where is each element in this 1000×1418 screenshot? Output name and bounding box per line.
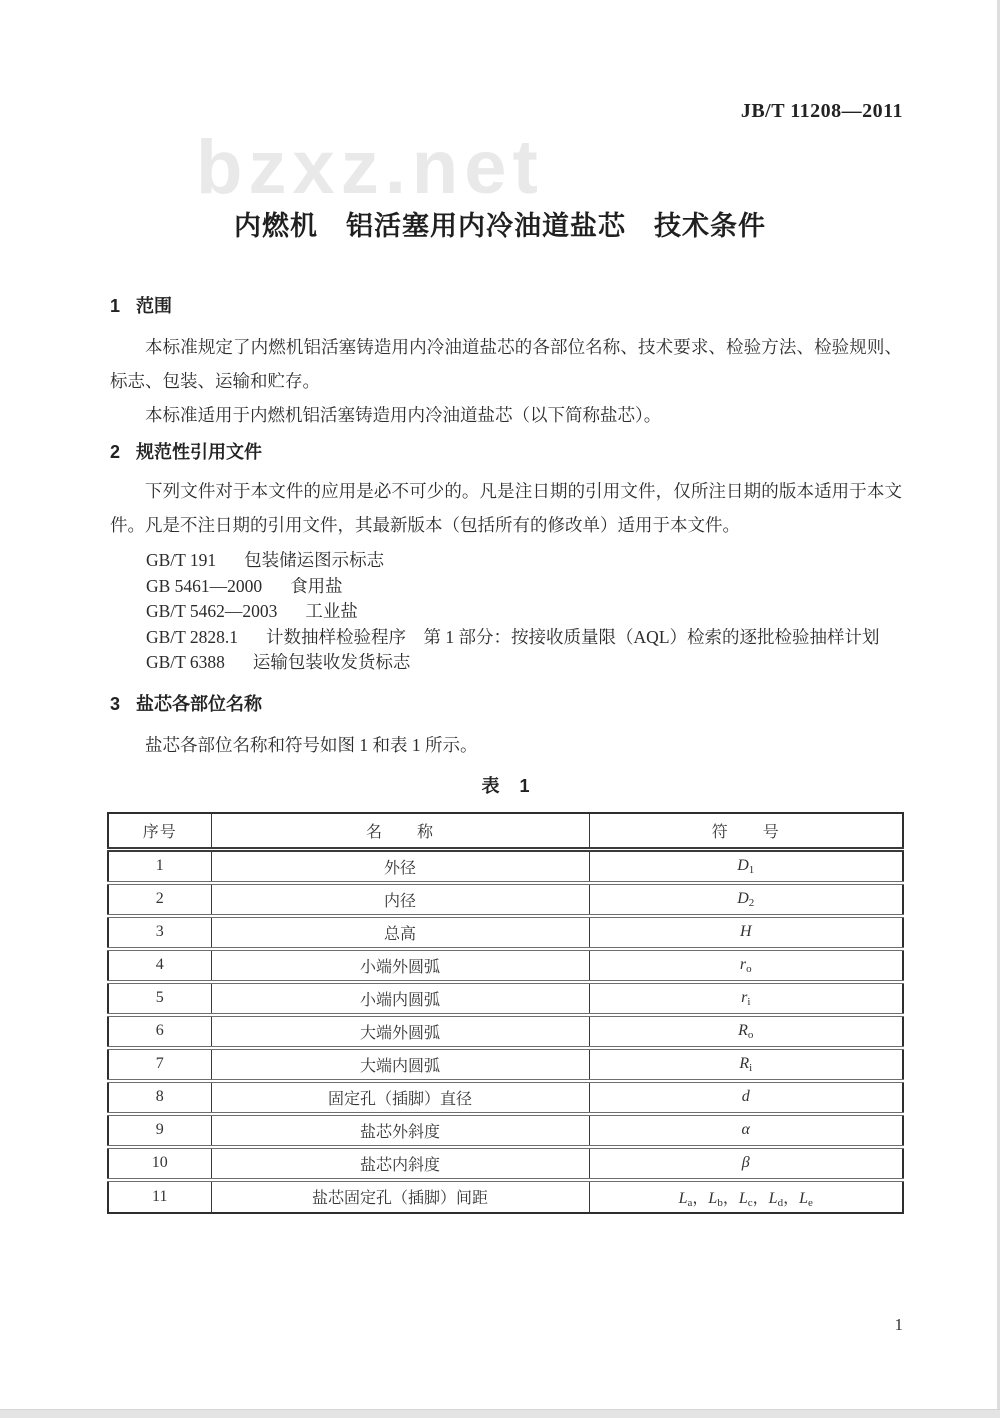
section-1-title: 范围 xyxy=(136,296,173,316)
table-1-header-row xyxy=(108,813,903,850)
cell-no: 8 xyxy=(108,1081,211,1114)
cell-name: 小端内圆弧 xyxy=(211,982,589,1015)
table-row xyxy=(108,1114,903,1147)
cell-name: 盐芯外斜度 xyxy=(211,1114,589,1147)
cell-symbol: $D_1$ xyxy=(589,850,903,883)
table-1-header-name: 名 称 xyxy=(211,813,589,850)
cell-no: 10 xyxy=(108,1147,211,1180)
reference-item-4 xyxy=(146,650,902,676)
cell-name: 内径 xyxy=(211,883,589,916)
reference-code: GB/T 191 xyxy=(146,550,217,570)
page-bottom-edge xyxy=(0,1409,1000,1418)
cell-name: 固定孔（插脚）直径 xyxy=(211,1081,589,1114)
watermark: bzxz.net xyxy=(196,125,544,210)
standard-number: JB/T 11208—2011 xyxy=(740,100,903,122)
cell-symbol: $R_o$ xyxy=(589,1015,903,1048)
table-row xyxy=(108,1048,903,1081)
section-2-paragraph-1: 下列文件对于本文件的应用是必不可少的。凡是注日期的引用文件，仅所注日期的版本适用于本文件。凡是不注日期的引用文件，其最新版本（包括所有的修改单）适用于本文件。 xyxy=(110,481,902,535)
cell-no: 2 xyxy=(108,883,211,916)
section-2-heading xyxy=(110,440,902,464)
reference-title: 工业盐 xyxy=(305,601,358,621)
reference-title: 计数抽样检验程序 第 1 部分：按接收质量限（AQL）检索的逐批检验抽样计划 xyxy=(266,626,880,647)
cell-symbol: $D_2$ xyxy=(589,883,903,916)
reference-code: GB 5461—2000 xyxy=(146,575,263,596)
table-1-header-symbol: 符 号 xyxy=(589,813,903,850)
section-1-paragraph-1: 本标准规定了内燃机铝活塞铸造用内冷油道盐芯的各部位名称、技术要求、检验方法、检验规则、标志、包装、运输和贮存。 xyxy=(110,337,902,391)
cell-no: 9 xyxy=(108,1114,211,1147)
cell-name: 盐芯内斜度 xyxy=(211,1147,589,1180)
cell-name: 大端外圆弧 xyxy=(211,1015,589,1048)
reference-code: GB/T 6388 xyxy=(146,652,225,672)
section-1-heading xyxy=(110,294,902,318)
table-row xyxy=(108,1015,903,1048)
table-row xyxy=(108,982,903,1015)
references-list xyxy=(146,548,902,676)
section-3-paragraph-1: 盐芯各部位名称和符号如图 1 和表 1 所示。 xyxy=(145,734,478,755)
cell-no: 4 xyxy=(108,949,211,982)
cell-no: 1 xyxy=(108,850,211,883)
cell-name: 大端内圆弧 xyxy=(211,1048,589,1081)
reference-title: 包装储运图示标志 xyxy=(244,550,385,570)
cell-symbol: $R_i$ xyxy=(589,1048,903,1081)
cell-symbol: $r_o$ xyxy=(589,949,903,982)
table-row xyxy=(108,1147,903,1180)
cell-no: 6 xyxy=(108,1015,211,1048)
cell-symbol: $L_a$，$L_b$，$L_c$，$L_d$，$L_e$ xyxy=(589,1180,903,1213)
table-row xyxy=(108,916,903,949)
table-1-body xyxy=(108,850,903,1213)
section-2-number: 2 xyxy=(110,442,121,462)
section-2-title: 规范性引用文件 xyxy=(136,442,263,462)
reference-item-1 xyxy=(146,574,902,600)
reference-title: 运输包装收发货标志 xyxy=(252,652,411,672)
cell-name: 小端外圆弧 xyxy=(211,949,589,982)
reference-item-0 xyxy=(146,548,902,574)
table-row xyxy=(108,883,903,916)
section-1-paragraph-2: 本标准适用于内燃机铝活塞铸造用内冷油道盐芯（以下简称盐芯）。 xyxy=(145,405,662,425)
cell-no: 3 xyxy=(108,916,211,949)
reference-item-2 xyxy=(146,599,902,625)
reference-item-3 xyxy=(146,625,902,651)
table-row xyxy=(108,850,903,883)
document-content xyxy=(110,288,902,1214)
cell-name: 盐芯固定孔（插脚）间距 xyxy=(211,1180,589,1213)
reference-code: GB/T 2828.1 xyxy=(146,626,239,647)
table-row xyxy=(108,1180,903,1213)
table-row xyxy=(108,1081,903,1114)
cell-name: 总高 xyxy=(211,916,589,949)
cell-no: 7 xyxy=(108,1048,211,1081)
cell-symbol: H xyxy=(589,916,903,949)
table-1-header-no: 序号 xyxy=(108,813,211,850)
cell-symbol: α xyxy=(589,1114,903,1147)
table-1-caption: 表 1 xyxy=(481,775,531,796)
section-3-number: 3 xyxy=(110,693,121,714)
cell-symbol: d xyxy=(589,1081,903,1114)
table-row xyxy=(108,949,903,982)
document-title: 内燃机 铝活塞用内冷油道盐芯 技术条件 xyxy=(234,211,766,241)
cell-no: 11 xyxy=(152,1187,168,1205)
page-number: 1 xyxy=(894,1315,903,1334)
cell-symbol: $r_i$ xyxy=(589,982,903,1015)
table-1 xyxy=(107,812,904,1214)
section-3-heading xyxy=(110,692,902,716)
reference-title: 食用盐 xyxy=(290,575,343,596)
cell-name: 外径 xyxy=(211,850,589,883)
cell-symbol: β xyxy=(589,1147,903,1180)
reference-code: GB/T 5462—2003 xyxy=(146,601,278,621)
section-1-number: 1 xyxy=(110,296,121,316)
section-3-title: 盐芯各部位名称 xyxy=(136,693,263,714)
cell-no: 5 xyxy=(108,982,211,1015)
